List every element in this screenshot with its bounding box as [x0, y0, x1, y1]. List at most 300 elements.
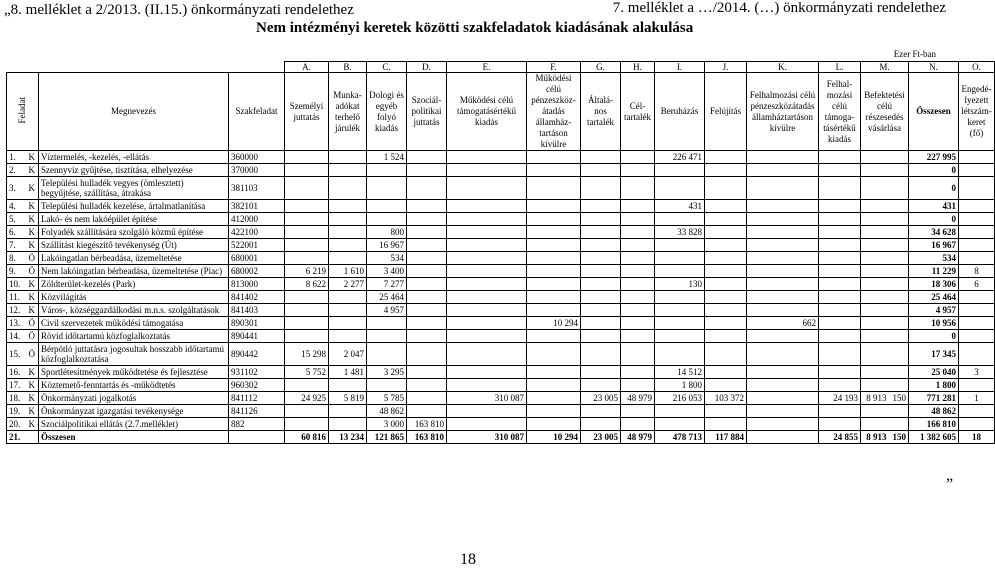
row-type: K — [27, 164, 39, 177]
col-f: Működési célú pénzeszköz-átadás államház-tartáson kívülre — [527, 73, 581, 151]
cell-l — [819, 200, 861, 213]
cell-e — [447, 164, 527, 177]
cell-d: 163 810 — [407, 418, 447, 431]
cell-k — [747, 330, 819, 343]
row-name: Víztermelés, -kezelés, -ellátás — [39, 151, 229, 164]
cell-f — [527, 366, 581, 379]
cell-h — [621, 265, 655, 278]
cell-k — [747, 366, 819, 379]
cell-b: 2 047 — [329, 343, 367, 366]
cell-j — [705, 213, 747, 226]
col-b: Munka-adókat terhelő járulék — [329, 73, 367, 151]
row-type — [27, 431, 39, 444]
col-k: Felhalmozási célú pénzeszközátadás államháztartáson kívülre — [747, 73, 819, 151]
row-type: K — [27, 177, 39, 200]
table-row — [7, 304, 995, 317]
cell-extra: 150 — [892, 432, 906, 442]
cell-n: 1 800 — [909, 379, 959, 392]
cell-f — [527, 392, 581, 405]
row-type: Ö — [27, 265, 39, 278]
cell-i — [655, 418, 705, 431]
cell-m — [861, 226, 909, 239]
row-szakfeladat: 890301 — [229, 317, 285, 330]
cell-n: 34 628 — [909, 226, 959, 239]
row-type: K — [27, 226, 39, 239]
letter: I. — [655, 62, 705, 73]
cell-k — [747, 418, 819, 431]
row-number: 7. — [7, 239, 27, 252]
row-number: 16. — [7, 366, 27, 379]
cell-c: 3 000 — [367, 418, 407, 431]
cell-k — [747, 239, 819, 252]
letter: O. — [959, 62, 995, 73]
cell-k — [747, 252, 819, 265]
letter: A. — [285, 62, 329, 73]
cell-o: 18 — [959, 431, 995, 444]
cell-d — [407, 200, 447, 213]
row-szakfeladat: 422100 — [229, 226, 285, 239]
cell-c: 25 464 — [367, 291, 407, 304]
cell-c — [367, 177, 407, 200]
cell-n: 431 — [909, 200, 959, 213]
col-i: Beruházás — [655, 73, 705, 151]
cell-f — [527, 278, 581, 291]
cell-i: 1 800 — [655, 379, 705, 392]
cell-d — [407, 317, 447, 330]
cell-m — [861, 291, 909, 304]
cell-b — [329, 151, 367, 164]
row-name: Civil szervezetek működési támogatása — [39, 317, 229, 330]
cell-a — [285, 405, 329, 418]
cell-c: 3 400 — [367, 265, 407, 278]
cell-l — [819, 213, 861, 226]
cell-i — [655, 213, 705, 226]
cell-l — [819, 164, 861, 177]
cell-l — [819, 151, 861, 164]
cell-l — [819, 291, 861, 304]
cell-k — [747, 213, 819, 226]
cell-c: 800 — [367, 226, 407, 239]
cell-g — [581, 164, 621, 177]
cell-e — [447, 278, 527, 291]
cell-h — [621, 291, 655, 304]
table-row — [7, 177, 995, 200]
cell-d — [407, 405, 447, 418]
cell-f — [527, 330, 581, 343]
table-row — [7, 405, 995, 418]
cell-i — [655, 405, 705, 418]
cell-j — [705, 278, 747, 291]
row-type: K — [27, 366, 39, 379]
cell-l — [819, 226, 861, 239]
letter: E. — [447, 62, 527, 73]
cell-a — [285, 379, 329, 392]
cell-f — [527, 405, 581, 418]
row-type: Ö — [27, 343, 39, 366]
page-number: 18 — [460, 551, 476, 568]
cell-h — [621, 343, 655, 366]
cell-d — [407, 343, 447, 366]
cell-g — [581, 252, 621, 265]
letter: N. — [909, 62, 959, 73]
cell-extra: 150 — [892, 393, 906, 403]
cell-j — [705, 330, 747, 343]
cell-l — [819, 252, 861, 265]
cell-j — [705, 164, 747, 177]
row-szakfeladat: 370000 — [229, 164, 285, 177]
cell-n: 18 306 — [909, 278, 959, 291]
table-row — [7, 379, 995, 392]
cell-o — [959, 418, 995, 431]
table-row — [7, 239, 995, 252]
row-szakfeladat: 813000 — [229, 278, 285, 291]
cell-k — [747, 392, 819, 405]
cell-a: 6 219 — [285, 265, 329, 278]
cell-b — [329, 304, 367, 317]
cell-l — [819, 330, 861, 343]
header-right: 7. melléklet a …/2014. (…) önkormányzati rendelethez — [612, 0, 946, 16]
cell-c — [367, 213, 407, 226]
cell-b — [329, 239, 367, 252]
cell-l — [819, 278, 861, 291]
cell-g — [581, 304, 621, 317]
cell-h — [621, 164, 655, 177]
cell-k — [747, 379, 819, 392]
cell-b — [329, 252, 367, 265]
cell-n: 0 — [909, 177, 959, 200]
cell-i: 33 828 — [655, 226, 705, 239]
cell-e — [447, 151, 527, 164]
cell-b — [329, 164, 367, 177]
cell-j — [705, 343, 747, 366]
cell-a — [285, 177, 329, 200]
cell-a — [285, 418, 329, 431]
col-feladat: Feladat — [7, 73, 39, 151]
row-number: 8. — [7, 252, 27, 265]
cell-k — [747, 151, 819, 164]
cell-h — [621, 213, 655, 226]
header-left: „8. melléklet a 2/2013. (II.15.) önkormányzati rendelethez — [4, 2, 354, 18]
cell-j — [705, 226, 747, 239]
row-number: 19. — [7, 405, 27, 418]
cell-d — [407, 164, 447, 177]
cell-f — [527, 213, 581, 226]
cell-a — [285, 317, 329, 330]
cell-a — [285, 239, 329, 252]
col-n: Összesen — [909, 73, 959, 151]
cell-l — [819, 405, 861, 418]
cell-b: 1 481 — [329, 366, 367, 379]
cell-o — [959, 239, 995, 252]
cell-f — [527, 418, 581, 431]
cell-c: 16 967 — [367, 239, 407, 252]
table-row — [7, 265, 995, 278]
cell-n: 166 810 — [909, 418, 959, 431]
cell-f: 10 294 — [527, 431, 581, 444]
row-number: 10. — [7, 278, 27, 291]
cell-c — [367, 330, 407, 343]
cell-m — [861, 278, 909, 291]
cell-j — [705, 418, 747, 431]
cell-g — [581, 226, 621, 239]
cell-a — [285, 226, 329, 239]
row-name: Folyadék szállítására szolgáló közmű építése — [39, 226, 229, 239]
row-number: 15. — [7, 343, 27, 366]
row-name: Önkormányzati jogalkotás — [39, 392, 229, 405]
letter: K. — [747, 62, 819, 73]
cell-l — [819, 239, 861, 252]
cell-d — [407, 278, 447, 291]
cell-l — [819, 317, 861, 330]
letter: M. — [861, 62, 909, 73]
cell-b — [329, 317, 367, 330]
cell-a — [285, 164, 329, 177]
cell-a — [285, 330, 329, 343]
row-number: 3. — [7, 177, 27, 200]
cell-o — [959, 252, 995, 265]
cell-e — [447, 200, 527, 213]
table-row — [7, 252, 995, 265]
cell-k — [747, 405, 819, 418]
row-type: K — [27, 239, 39, 252]
cell-j — [705, 379, 747, 392]
cell-e — [447, 265, 527, 278]
cell-i — [655, 265, 705, 278]
cell-m — [861, 343, 909, 366]
table-row — [7, 343, 995, 366]
cell-k — [747, 431, 819, 444]
col-m: Befektetési célú részesedés vásárlása — [861, 73, 909, 151]
cell-m — [861, 392, 909, 405]
cell-f — [527, 343, 581, 366]
cell-m — [861, 151, 909, 164]
cell-i: 431 — [655, 200, 705, 213]
cell-f — [527, 226, 581, 239]
cell-h — [621, 151, 655, 164]
row-type: K — [27, 200, 39, 213]
cell-i — [655, 252, 705, 265]
row-name: Közvilágítás — [39, 291, 229, 304]
cell-e — [447, 366, 527, 379]
cell-d — [407, 304, 447, 317]
cell-m — [861, 330, 909, 343]
cell-o — [959, 317, 995, 330]
cell-m — [861, 405, 909, 418]
cell-a — [285, 200, 329, 213]
row-number: 12. — [7, 304, 27, 317]
cell-o — [959, 177, 995, 200]
cell-o — [959, 291, 995, 304]
cell-l — [819, 177, 861, 200]
cell-b — [329, 418, 367, 431]
cell-h: 48 979 — [621, 392, 655, 405]
row-number: 9. — [7, 265, 27, 278]
row-type: K — [27, 151, 39, 164]
cell-k: 662 — [747, 317, 819, 330]
letter: F. — [527, 62, 581, 73]
row-number: 4. — [7, 200, 27, 213]
cell-d — [407, 177, 447, 200]
row-number: 1. — [7, 151, 27, 164]
cell-g — [581, 330, 621, 343]
cell-f — [527, 164, 581, 177]
cell-n: 0 — [909, 164, 959, 177]
cell-o — [959, 304, 995, 317]
cell-n: 771 281 — [909, 392, 959, 405]
cell-g — [581, 379, 621, 392]
cell-a — [285, 304, 329, 317]
cell-o — [959, 405, 995, 418]
cell-c — [367, 317, 407, 330]
cell-n: 16 967 — [909, 239, 959, 252]
row-name: Szállítást kiegészítő tevékenység (Út) — [39, 239, 229, 252]
cell-e — [447, 405, 527, 418]
cell-c — [367, 343, 407, 366]
col-o: Engedé-lyezett létszám-keret (fő) — [959, 73, 995, 151]
cell-b: 13 234 — [329, 431, 367, 444]
cell-m — [861, 431, 909, 444]
row-name: Város-, községgazdálkodási m.n.s. szolgáltatások — [39, 304, 229, 317]
cell-j — [705, 366, 747, 379]
cell-i — [655, 330, 705, 343]
table-row — [7, 418, 995, 431]
cell-b — [329, 291, 367, 304]
page-title: Nem intézményi keretek közötti szakfeladatok kiadásának alakulása — [256, 20, 694, 36]
cell-e — [447, 304, 527, 317]
cell-c: 3 295 — [367, 366, 407, 379]
cell-h — [621, 405, 655, 418]
cell-o: 8 — [959, 265, 995, 278]
cell-k — [747, 304, 819, 317]
cell-j — [705, 304, 747, 317]
cell-i — [655, 164, 705, 177]
cell-l: 24 193 — [819, 392, 861, 405]
cell-o — [959, 379, 995, 392]
cell-a — [285, 151, 329, 164]
table-row — [7, 278, 995, 291]
cell-e — [447, 252, 527, 265]
cell-e — [447, 343, 527, 366]
cell-g — [581, 366, 621, 379]
cell-d — [407, 265, 447, 278]
cell-m — [861, 418, 909, 431]
cell-i: 478 713 — [655, 431, 705, 444]
cell-e — [447, 226, 527, 239]
cell-m — [861, 304, 909, 317]
col-g: Általá-nos tartalék — [581, 73, 621, 151]
cell-o — [959, 151, 995, 164]
col-h: Cél-tartalék — [621, 73, 655, 151]
cell-e: 310 087 — [447, 431, 527, 444]
cell-k — [747, 278, 819, 291]
row-szakfeladat: 522001 — [229, 239, 285, 252]
cell-i — [655, 317, 705, 330]
cell-c: 534 — [367, 252, 407, 265]
cell-h — [621, 366, 655, 379]
cell-j — [705, 200, 747, 213]
cell-h — [621, 379, 655, 392]
cell-f — [527, 304, 581, 317]
row-number: 5. — [7, 213, 27, 226]
row-number: 6. — [7, 226, 27, 239]
cell-n: 48 862 — [909, 405, 959, 418]
cell-a: 60 816 — [285, 431, 329, 444]
cell-h — [621, 252, 655, 265]
cell-o — [959, 164, 995, 177]
cell-m — [861, 239, 909, 252]
cell-j — [705, 317, 747, 330]
cell-h — [621, 418, 655, 431]
cell-e — [447, 330, 527, 343]
row-name: Önkormányzat igazgatási tevékenysége — [39, 405, 229, 418]
cell-c: 48 862 — [367, 405, 407, 418]
cell-i: 226 471 — [655, 151, 705, 164]
table-row — [7, 330, 995, 343]
cell-j: 117 884 — [705, 431, 747, 444]
row-type: K — [27, 379, 39, 392]
cell-h — [621, 239, 655, 252]
col-d: Szociál-politikai juttatás — [407, 73, 447, 151]
cell-g — [581, 177, 621, 200]
cell-k — [747, 265, 819, 278]
cell-f — [527, 265, 581, 278]
cell-k — [747, 164, 819, 177]
cell-j — [705, 151, 747, 164]
cell-o: 1 — [959, 392, 995, 405]
cell-j — [705, 291, 747, 304]
cell-i — [655, 177, 705, 200]
row-number: 17. — [7, 379, 27, 392]
cell-h: 48 979 — [621, 431, 655, 444]
cell-g: 23 005 — [581, 431, 621, 444]
table-row — [7, 200, 995, 213]
cell-j: 103 372 — [705, 392, 747, 405]
row-number: 21. — [7, 431, 27, 444]
cell-m — [861, 317, 909, 330]
cell-m — [861, 252, 909, 265]
cell-e: 310 087 — [447, 392, 527, 405]
row-szakfeladat — [229, 431, 285, 444]
cell-n: 17 345 — [909, 343, 959, 366]
row-szakfeladat: 680001 — [229, 252, 285, 265]
table-row — [7, 291, 995, 304]
cell-g — [581, 239, 621, 252]
cell-k — [747, 226, 819, 239]
cell-f — [527, 252, 581, 265]
row-number: 13. — [7, 317, 27, 330]
row-name: Települési hulladék vegyes (ömlesztett) begyűjtése, szállítása, átrakása — [39, 177, 229, 200]
cell-e — [447, 213, 527, 226]
cell-n: 4 957 — [909, 304, 959, 317]
closing-quote: ” — [946, 476, 954, 493]
table-row — [7, 213, 995, 226]
row-szakfeladat: 890442 — [229, 343, 285, 366]
row-type: K — [27, 213, 39, 226]
cell-j — [705, 239, 747, 252]
cell-b: 1 610 — [329, 265, 367, 278]
cell-m — [861, 164, 909, 177]
cell-d — [407, 213, 447, 226]
row-szakfeladat: 841126 — [229, 405, 285, 418]
unit-label: Ezer Ft-ban — [893, 49, 936, 59]
cell-b — [329, 226, 367, 239]
row-szakfeladat: 680002 — [229, 265, 285, 278]
row-type: K — [27, 291, 39, 304]
cell-d — [407, 291, 447, 304]
cell-e — [447, 239, 527, 252]
row-number: 18. — [7, 392, 27, 405]
cell-o — [959, 226, 995, 239]
